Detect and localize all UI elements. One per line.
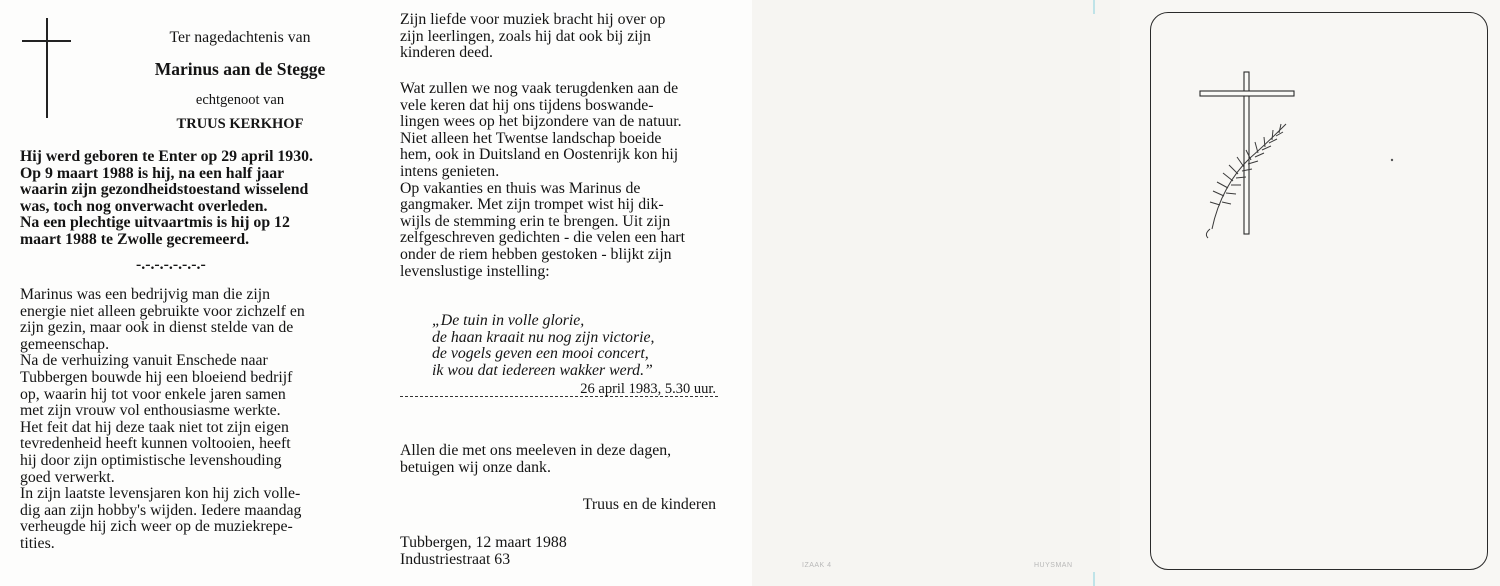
thanks-line: betuigen wij onze dank. — [400, 458, 551, 476]
cross-icon-horizontal — [22, 40, 71, 42]
printer-mark-left: IZAAK 4 — [802, 562, 832, 569]
cross-icon-vertical — [46, 18, 48, 118]
body-line: energie niet alleen gebruikte voor zichzelf en — [20, 302, 305, 320]
cross-with-palm-icon — [1120, 0, 1500, 586]
body-line: zijn leerlingen, zoals hij dat ook bij zijn — [400, 27, 651, 45]
body-line: zijn gezin, maar ook in dienst stelde van de — [20, 319, 294, 337]
body-line: kinderen deed. — [400, 44, 493, 62]
body-line: hem, ook in Duitsland en Oostenrijk kon hij — [400, 146, 679, 164]
body-line: vele keren dat hij ons tijdens boswande- — [400, 96, 654, 114]
body-line: Na de verhuizing vanuit Enschede naar — [20, 352, 268, 370]
bio-line: Na een plechtige uitvaartmis is hij op 12 — [20, 214, 290, 232]
body-line: hij door zijn optimistische levenshouding — [20, 452, 282, 469]
body-line: verheugde hij zich weer op de muziekrepe- — [20, 518, 293, 536]
body-line: dig aan zijn hobby's wijden. Iedere maandag — [20, 501, 302, 519]
body-line: onder de riem hebben gestoken - blijkt zijn — [400, 246, 672, 263]
poem-line: de haan kraait nu nog zijn victorie, — [432, 328, 655, 346]
card-page-blank — [752, 0, 1120, 586]
deceased-name: Marinus aan de Stegge — [154, 59, 326, 79]
separator: -.-.-.-.-.-.-.- — [136, 256, 206, 273]
spouse-name: TRUUS KERKHOF — [176, 116, 304, 132]
bio-line: waarin zijn gezondheidstoestand wisselend — [20, 181, 309, 199]
body-line: Zijn liefde voor muziek bracht hij over op — [400, 11, 666, 28]
signature: Truus en de kinderen — [582, 496, 716, 513]
poem-line: ik wou dat iedereen wakker werd.” — [432, 361, 653, 379]
body-line: zelfgeschreven gedichten - die velen een hart — [400, 229, 686, 247]
body-line: intens genieten. — [400, 163, 500, 180]
body-line: Op vakanties en thuis was Marinus de — [400, 179, 641, 197]
card-page-middle — [380, 0, 752, 586]
edge-mark — [1093, 572, 1095, 586]
body-line: Niet alleen het Twentse landschap boeide — [400, 129, 662, 147]
dashed-divider — [400, 396, 718, 397]
relation-text: echtgenoot van — [195, 92, 285, 108]
body-line: Tubbergen bouwde hij een bloeiend bedrijf — [20, 369, 293, 386]
body-line: tevredenheid heeft kunnen voltooien, heeft — [20, 435, 291, 453]
memorial-intro: Ter nagedachtenis van — [169, 29, 311, 46]
place-date: Tubbergen, 12 maart 1988 — [400, 534, 567, 551]
body-line: op, waarin hij tot voor enkele jaren samen — [20, 385, 286, 403]
card-page-cover — [1120, 0, 1500, 586]
body-line: wijls de stemming erin te brengen. Uit zijn — [400, 212, 671, 230]
body-line: goed verwerkt. — [20, 468, 115, 486]
body-line: In zijn laatste levensjaren kon hij zich volle- — [20, 485, 301, 503]
body-line: lingen wees op het bijzondere van de natuur. — [400, 113, 682, 131]
bio-line: maart 1988 te Zwolle gecremeerd. — [20, 231, 250, 248]
edge-mark — [1093, 0, 1095, 14]
body-line: Marinus was een bedrijvig man die zijn — [20, 286, 271, 303]
thanks-line: Allen die met ons meeleven in deze dagen, — [400, 442, 672, 459]
body-line: Het feit dat hij deze taak niet tot zijn eigen — [20, 418, 289, 436]
poem-date: 26 april 1983, 5.30 uur. — [580, 381, 716, 397]
bio-line: was, toch nog onverwacht overleden. — [20, 197, 268, 215]
poem-line: de vogels geven een mooi concert, — [432, 345, 649, 363]
bio-line: Hij werd geboren te Enter op 29 april 1930. — [20, 148, 313, 165]
address: Industriestraat 63 — [400, 550, 511, 568]
bio-line: Op 9 maart 1988 is hij, na een half jaar — [20, 164, 285, 182]
body-line: gangmaker. Met zijn trompet wist hij dik- — [400, 196, 664, 214]
poem-line: „De tuin in volle glorie, — [432, 312, 585, 329]
printer-mark-right: HUYSMAN — [1034, 562, 1073, 569]
body-line: gemeenschap. — [20, 335, 110, 353]
card-page-left — [0, 0, 380, 586]
body-line: tities. — [20, 535, 55, 552]
body-line: met zijn vrouw vol enthousiasme werkte. — [20, 402, 281, 420]
body-line: Wat zullen we nog vaak terugdenken aan de — [400, 80, 679, 97]
body-line: levenslustige instelling: — [400, 262, 550, 280]
